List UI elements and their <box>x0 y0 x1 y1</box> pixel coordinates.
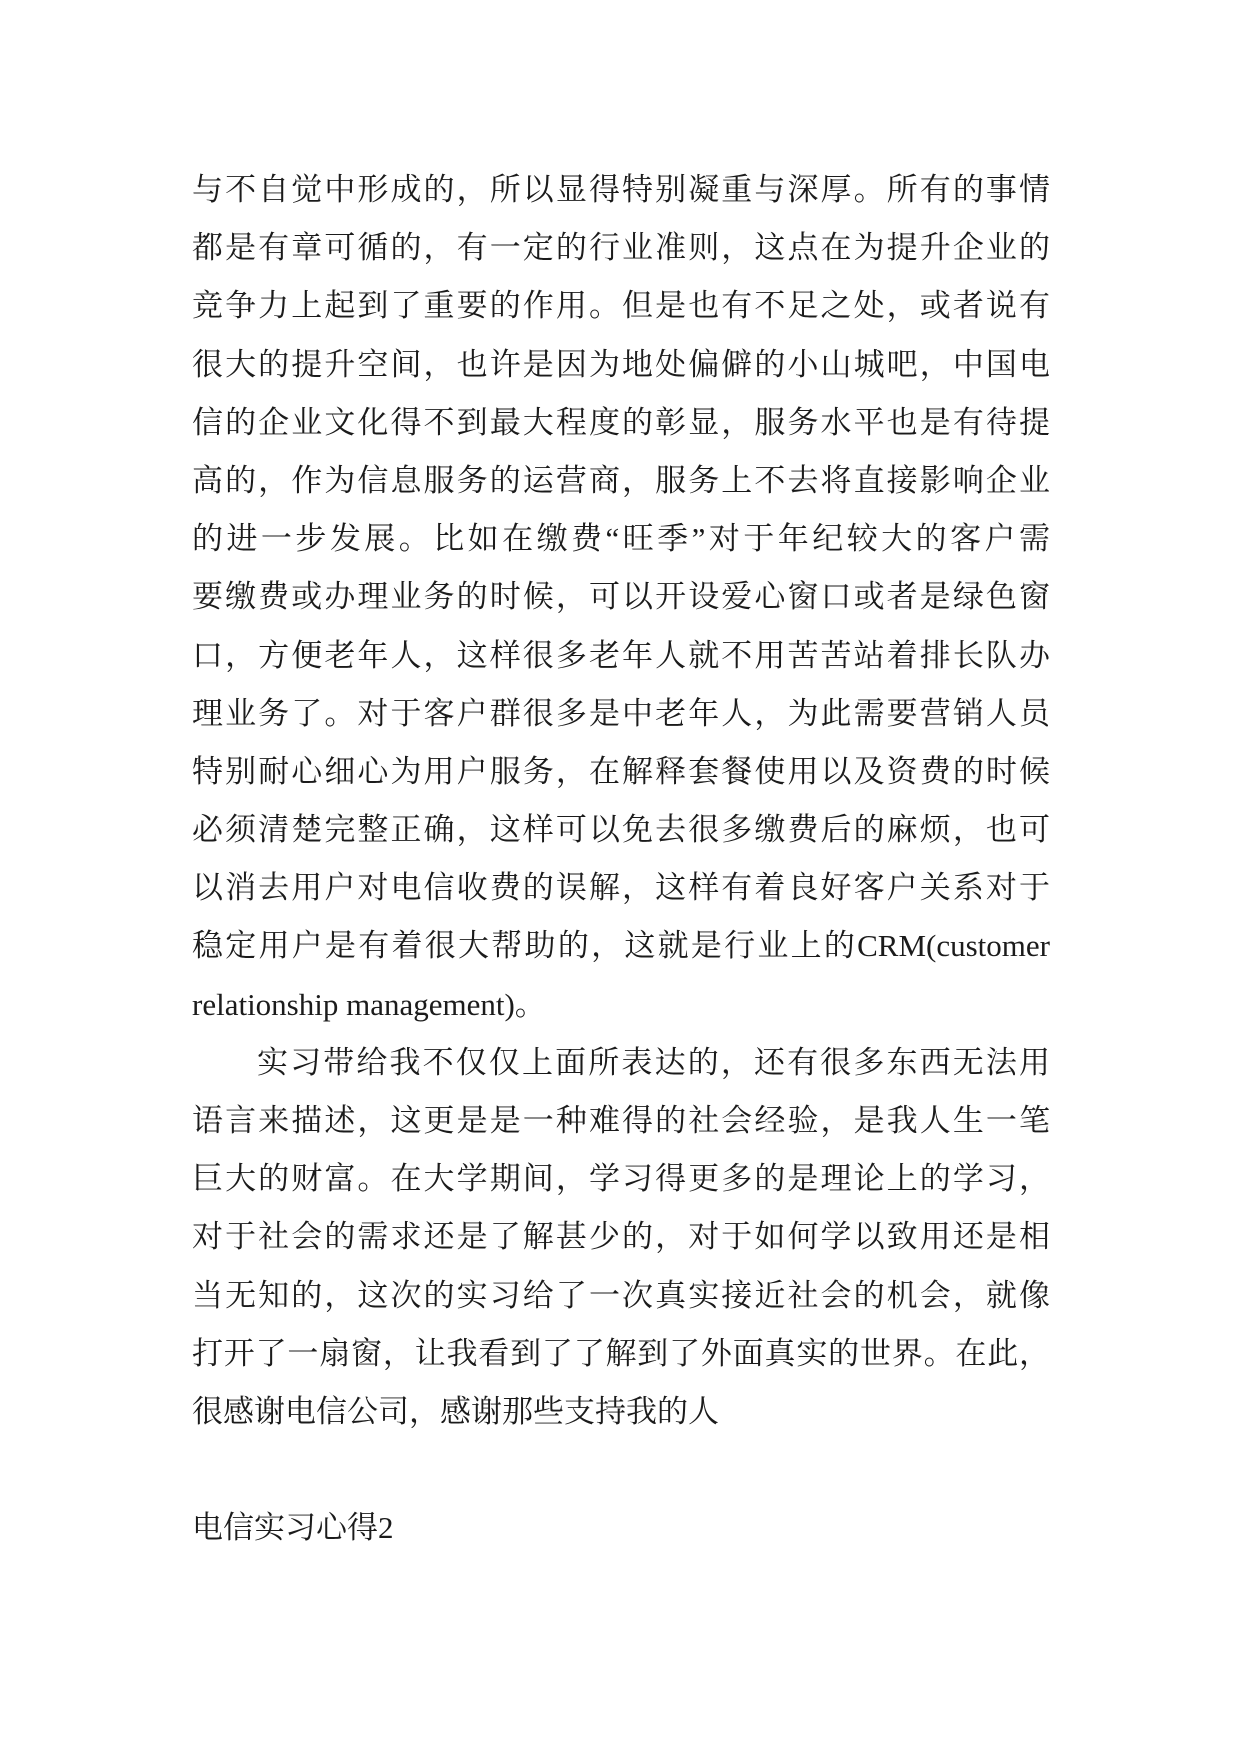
paragraph-1 <box>192 161 1050 1034</box>
body-line: 打开了一扇窗，让我看到了了解到了外面真实的世界。在此， <box>192 1335 1050 1371</box>
body-line: 的进一步发展。比如在缴费“旺季”对于年纪较大的客户需 <box>192 521 1050 557</box>
body-line: 对于社会的需求还是了解甚少的，对于如何学以致用还是相 <box>192 1219 1050 1255</box>
document-body <box>192 161 1050 1558</box>
paragraph-2 <box>192 1034 1050 1441</box>
body-line: 都是有章可循的，有一定的行业准则，这点在为提升企业的 <box>192 230 1050 266</box>
body-line: 很感谢电信公司，感谢那些支持我的人 <box>192 1393 719 1429</box>
body-line: 高的，作为信息服务的运营商，服务上不去将直接影响企业 <box>192 462 1050 498</box>
body-line: 竞争力上起到了重要的作用。但是也有不足之处，或者说有 <box>192 288 1050 324</box>
body-line: 当无知的，这次的实习给了一次真实接近社会的机会，就像 <box>192 1277 1050 1313</box>
body-line: 稳定用户是有着很大帮助的，这就是行业上的CRM(customer <box>192 928 1050 964</box>
body-line: 理业务了。对于客户群很多是中老年人，为此需要营销人员 <box>192 695 1050 731</box>
body-line: 与不自觉中形成的，所以显得特别凝重与深厚。所有的事情 <box>192 172 1050 207</box>
body-line: 巨大的财富。在大学期间，学习得更多的是理论上的学习， <box>192 1161 1050 1197</box>
body-line: 要缴费或办理业务的时候，可以开设爱心窗口或者是绿色窗 <box>192 579 1050 615</box>
body-line: 实习带给我不仅仅上面所表达的，还有很多东西无法用 <box>257 1044 1050 1080</box>
body-line: 信的企业文化得不到最大程度的彰显，服务水平也是有待提 <box>192 404 1050 440</box>
body-line: 特别耐心细心为用户服务，在解释套餐使用以及资费的时候 <box>192 753 1050 789</box>
section-heading: 电信实习心得2 <box>192 1510 394 1546</box>
body-line: 以消去用户对电信收费的误解，这样有着良好客户关系对于 <box>192 870 1050 906</box>
body-line: 很大的提升空间，也许是因为地处偏僻的小山城吧，中国电 <box>192 346 1050 382</box>
body-line: 必须清楚完整正确，这样可以免去很多缴费后的麻烦，也可 <box>192 812 1050 848</box>
body-line: 口，方便老年人，这样很多老年人就不用苦苦站着排长队办 <box>192 637 1050 673</box>
body-line: 语言来描述，这更是是一种难得的社会经验，是我人生一笔 <box>192 1103 1050 1138</box>
body-line: relationship management)。 <box>192 986 546 1022</box>
